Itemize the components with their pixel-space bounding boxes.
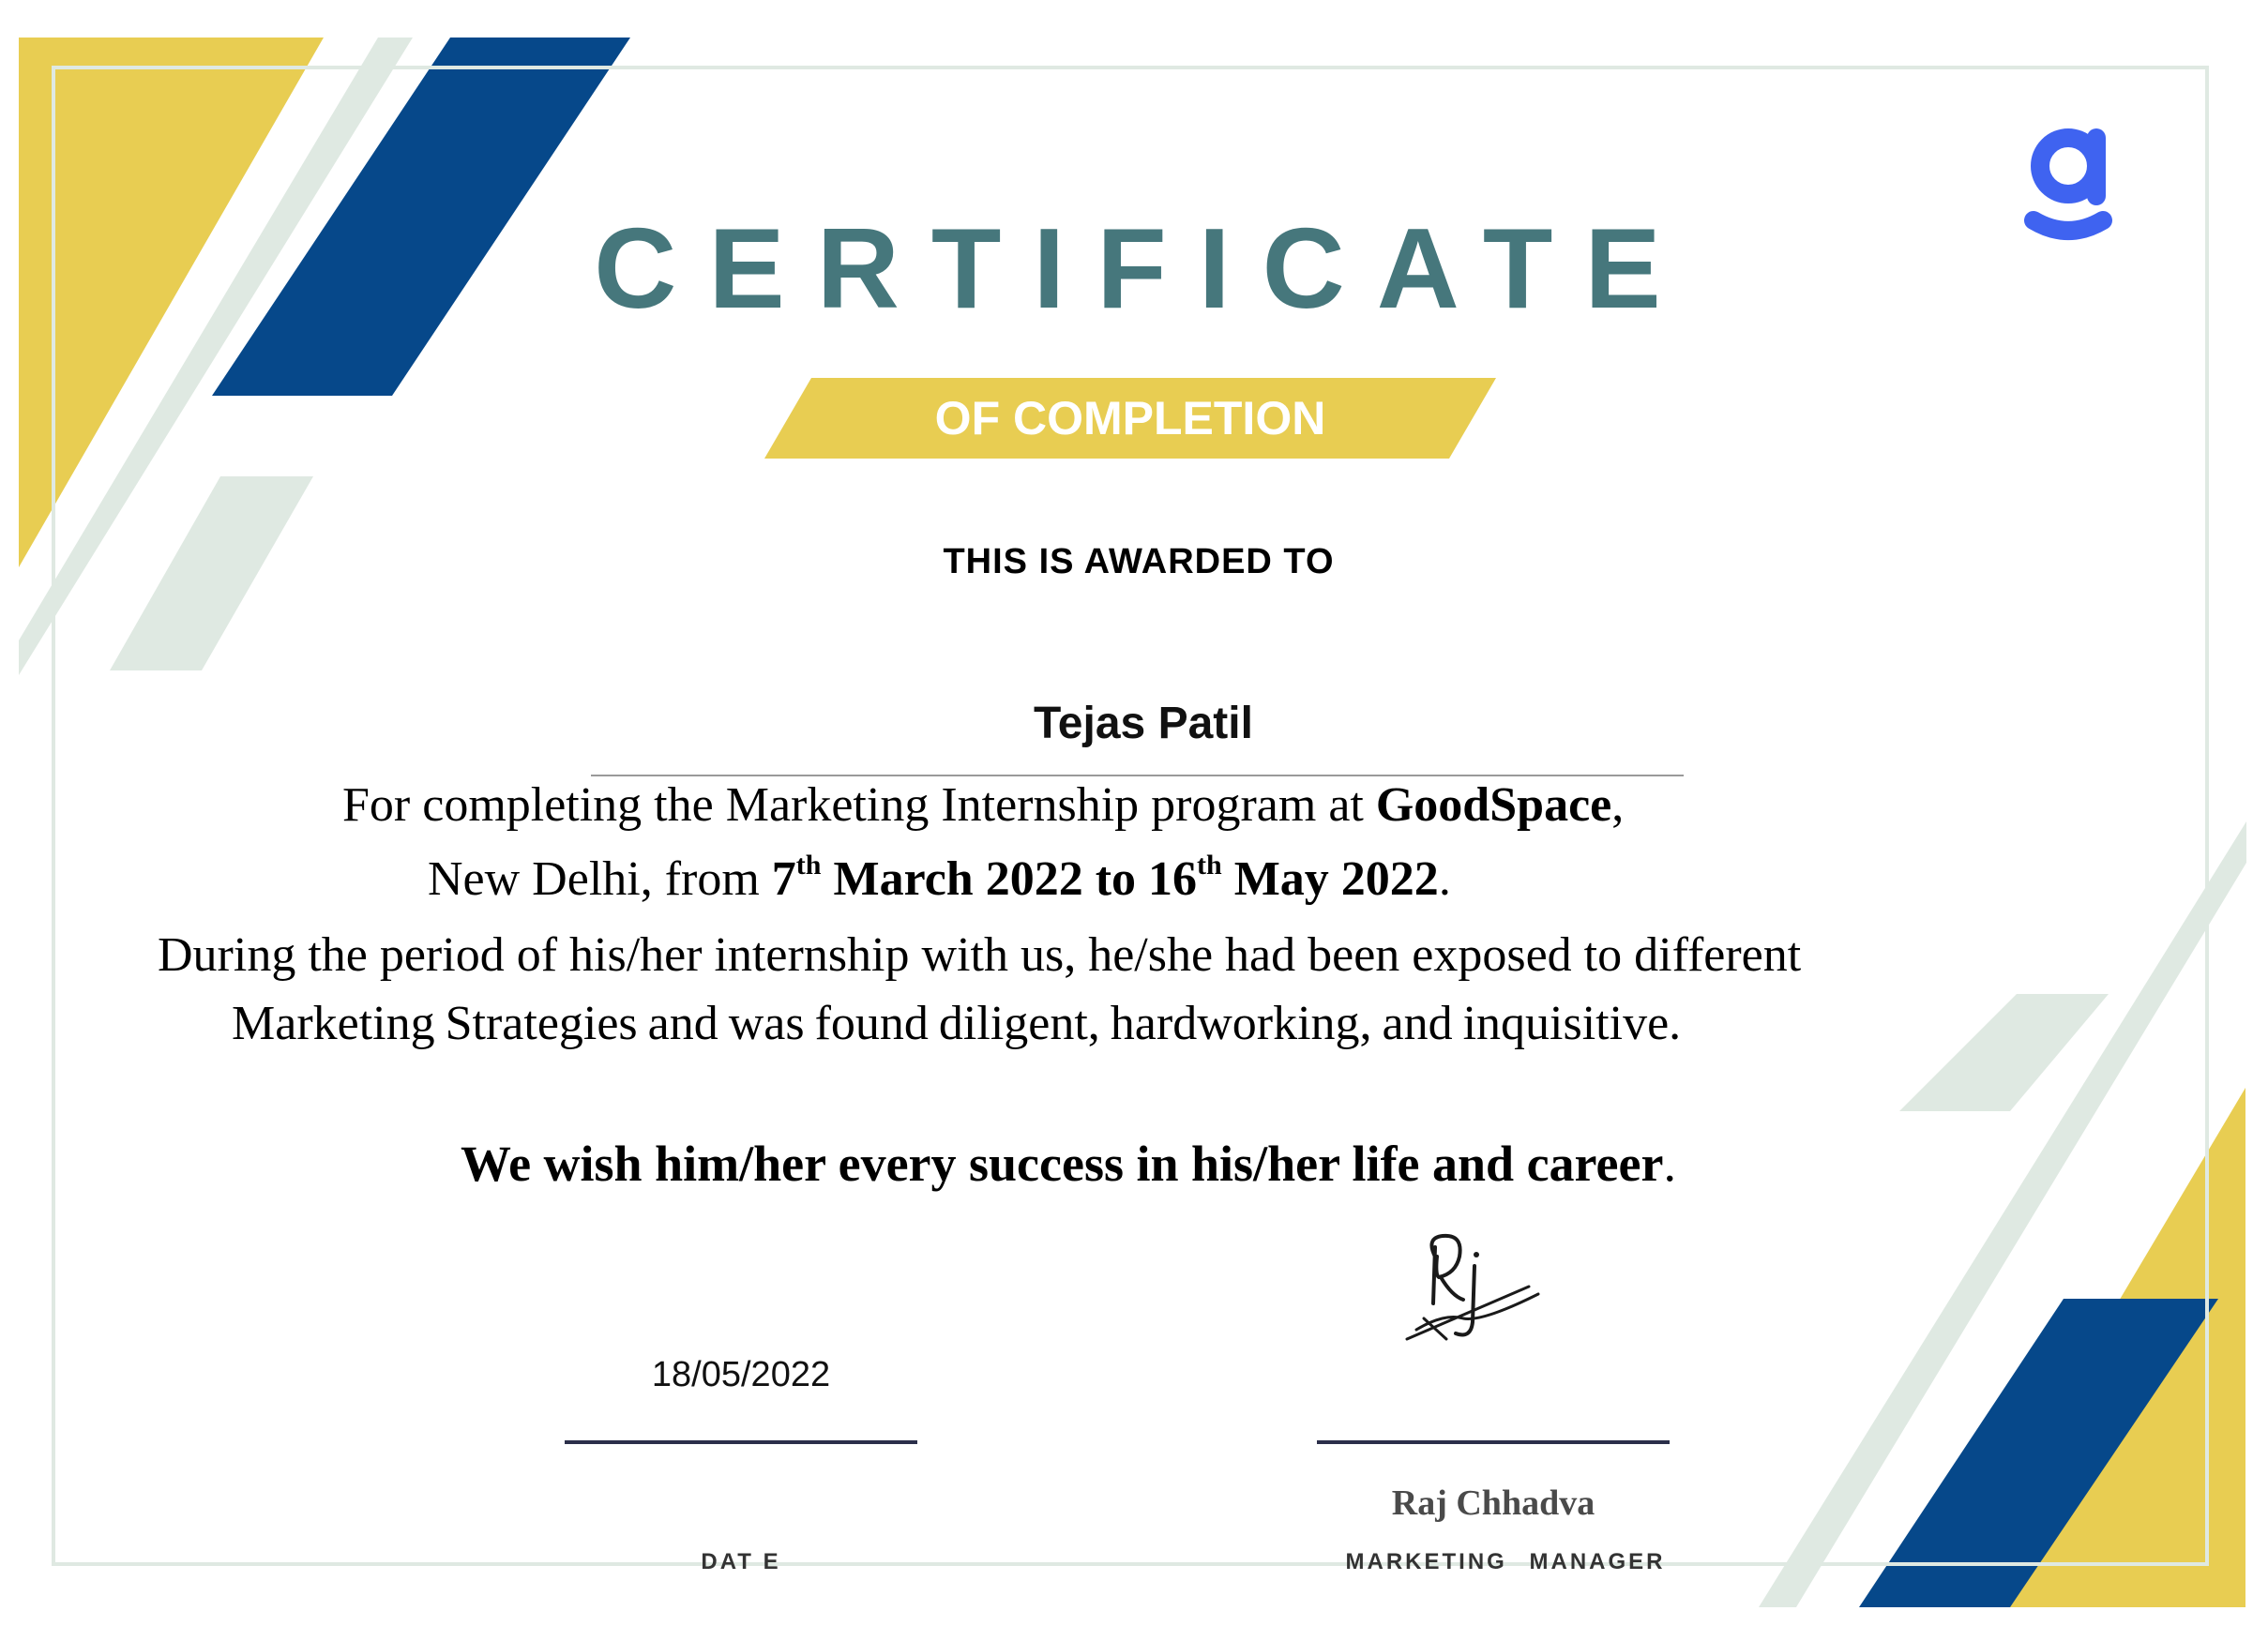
certificate-subtitle: OF COMPLETION [934,392,1326,444]
start-date: 7th March 2022 to 16th May 2022 [771,850,1439,906]
company-name: GoodSpace [1375,778,1612,832]
closing-wish: We wish him/her every success in his/her life and career. [461,1136,1676,1192]
signature-line [1317,1440,1670,1444]
handwritten-signature [1398,1228,1548,1360]
recipient-name: Tejas Patil [1034,699,1253,748]
certificate-title: CERTIFICATE [594,204,1693,332]
signer-title: MARKETING MANAGER [1345,1549,1666,1574]
body-line-1: For completing the Marketing Internship program at GoodSpace, [342,778,1625,832]
body-line-3: During the period of his/her internship with us, he/she had been exposed to different [158,928,1802,982]
body-line-4: Marketing Strategies and was found diligent, hardworking, and inquisitive. [232,997,1682,1050]
recipient-underline [591,775,1684,776]
awarded-to-label: THIS IS AWARDED TO [943,542,1335,581]
issue-date: 18/05/2022 [651,1355,831,1394]
body-line-2: New Delhi, from 7th March 2022 to 16th May 2022. [428,850,1451,906]
date-label: DAT E [701,1549,781,1574]
signer-name: Raj Chhadva [1391,1483,1595,1523]
date-line [565,1440,917,1444]
